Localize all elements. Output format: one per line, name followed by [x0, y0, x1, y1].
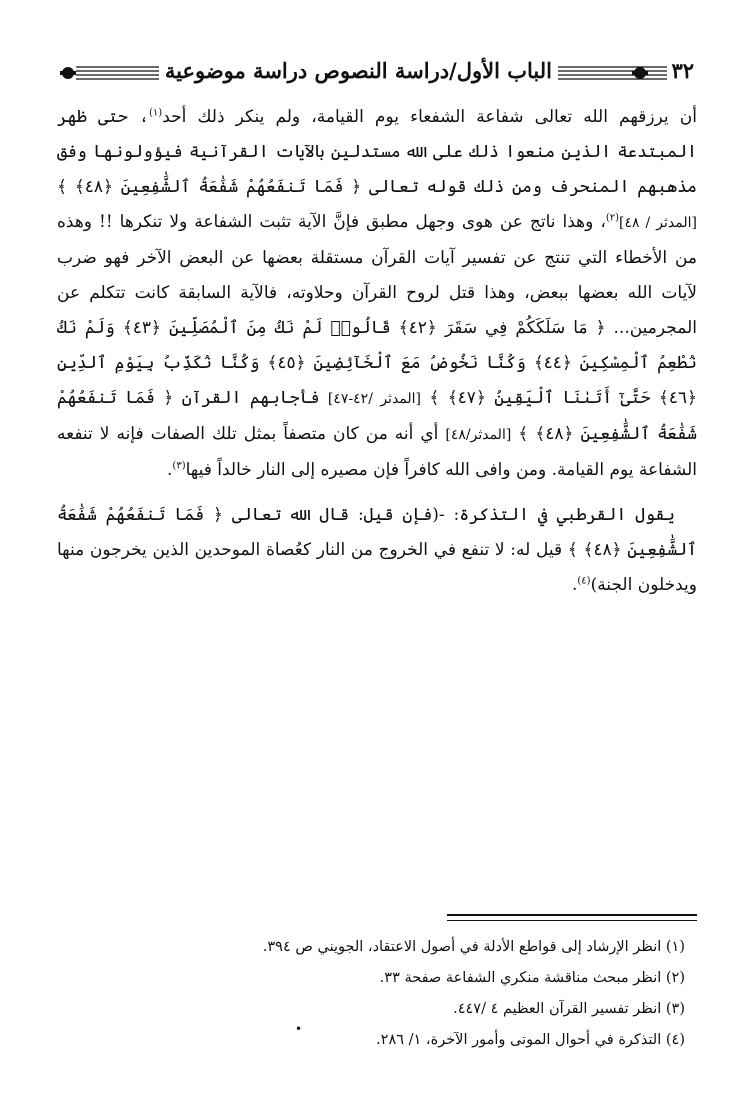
text-run: يقول القرطبي في التذكرة: -(فإن قيل: قال الله تعالى ﴿ فَمَا تَنفَعُهُمْ شَفَٰعَةُ ٱلشَّٰفِعِينَ ﴿٤٨﴾ ﴾ قيل له: لا تنفع في الخروج من النار كعُصاة الموحدين الذين يخرجون منها ويدخلون الجنة)	[57, 505, 697, 595]
text-run: أن يرزقهم الله تعالى شفاعة الشفعاء يوم القيامة، ولم ينكر ذلك أحد	[162, 107, 697, 127]
verse-reference: [المدثر / ٤٨]	[619, 215, 697, 231]
text-run: أي أنه من كان متصفاً بمثل تلك الصفات فإنه لا تنفعه الشفاعة يوم القيامة. ومن وافى الله كافراً فإن مصيره إلى النار خالداً فيها	[57, 424, 697, 480]
text-run: .	[167, 460, 173, 480]
verse-reference: [المدثر/٤٨]	[445, 427, 512, 443]
text-run: ، حتى ظهر المبتدعة الذين منعوا ذلك على الله مستدلين بالآيات القرآنية فيؤولونها وفق مذهبهم المنحرف ومن ذلك قوله تعالى ﴿ فَمَا تَنفَعُهُمْ شَفَٰعَةُ ٱلشَّٰفِعِينَ ﴿٤٨﴾ ﴾	[57, 107, 698, 197]
footnote-ref-1[interactable]: (١)	[149, 107, 163, 119]
footnote-2: (٢) انظر مبحث مناقشة منكري الشفاعة صفحة ٣٣.	[379, 970, 685, 986]
running-header	[58, 52, 698, 92]
paragraph-1	[57, 100, 697, 488]
footnote-1: (١) انظر الإرشاد إلى قواطع الأدلة في أصول الاعتقاد، الجويني ص ٣٩٤.	[262, 939, 685, 955]
paragraph-2	[57, 498, 697, 603]
footnote-4: (٤) التذكرة في أحوال الموتى وأمور الآخرة، ١/ ٢٨٦.	[376, 1032, 685, 1048]
footnote-ref-3[interactable]: (٣)	[172, 460, 186, 472]
chapter-title: الباب الأول/دراسة النصوص دراسة موضوعية	[159, 58, 558, 83]
text-run: ، وهذا ناتج عن هوى وجهل مطبق فإنَّ الآية تثبت الشفاعة ولا تنكرها !! وهذه من الأخطاء التي تنتج عن تفسير آيات القرآن مستقلة بعضها عن البعض الآخر فهو ضرب لآيات الله بعضها ببعض، وهذا قتل لروح القرآن وحلاوته، فالآية السابقة كانت تتكلم عن المجرمين... ﴿ مَا سَلَكَكُمْ فِي سَقَرَ ﴿٤٢﴾ قَالُوا۟ لَمْ نَكُ مِنَ ٱلْمُصَلِّينَ ﴿٤٣﴾ وَلَمْ نَكُ نُطْعِمُ ٱلْمِسْكِينَ ﴿٤٤﴾ وَكُنَّا نَخُوضُ مَعَ ٱلْخَآئِضِينَ ﴿٤٥﴾ وَكُنَّا نُكَذِّبُ بِيَوْمِ ٱلدِّينِ ﴿٤٦﴾ حَتَّىٰٓ أَتَىٰنَا ٱلْيَقِينُ ﴿٤٧﴾ ﴾	[57, 212, 698, 408]
footnote-3: (٣) انظر تفسير القرآن العظيم ٤ /٤٤٧.	[453, 1001, 685, 1017]
footnotes	[45, 932, 685, 1056]
stray-mark: •	[295, 1022, 303, 1036]
text-run: فأجابهم القرآن ﴿ فَمَا تَنفَعُهُمْ شَفَٰعَةُ ٱلشَّٰفِعِينَ ﴿٤٨﴾ ﴾	[57, 388, 698, 444]
text-run: .	[571, 575, 578, 595]
page-number: ٣٢	[667, 58, 698, 83]
verse-reference: [المدثر /٤٢-٤٧]	[327, 391, 422, 407]
footnote-ref-4[interactable]: (٤)	[577, 575, 591, 587]
footnote-ref-2[interactable]: (٢)	[605, 212, 620, 224]
main-body	[57, 100, 697, 603]
footnote-separator	[447, 914, 697, 921]
